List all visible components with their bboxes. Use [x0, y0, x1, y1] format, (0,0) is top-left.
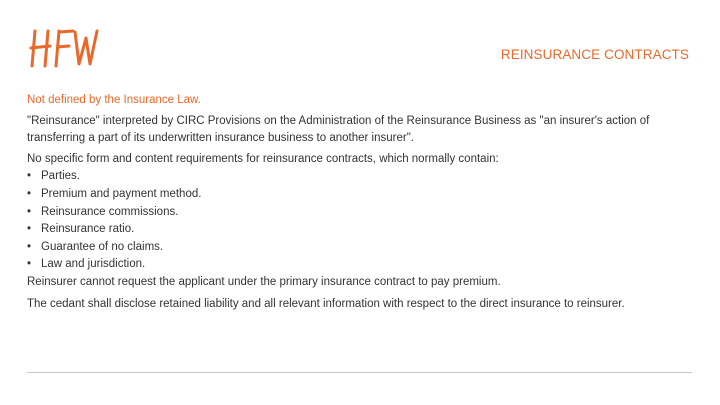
list-item	[27, 239, 692, 257]
list-item-text: Reinsurance ratio.	[41, 223, 135, 236]
requirements-text: No specific form and content requirements for reinsurance contracts, which normally contain:	[27, 152, 499, 165]
bullet-icon: •	[27, 258, 32, 271]
bullet-icon: •	[27, 187, 32, 200]
list-item-text: Reinsurance commissions.	[41, 205, 179, 218]
reinsurer-note: Reinsurer cannot request the applicant under the primary insurance contract to pay premium.	[27, 275, 501, 288]
bullet-icon: •	[27, 205, 32, 218]
list-item	[27, 186, 692, 204]
list-item	[27, 256, 692, 274]
hfw-logo	[28, 28, 100, 70]
list-item	[27, 204, 692, 222]
bullet-icon: •	[27, 240, 32, 253]
footer-divider	[27, 372, 692, 373]
slide-body	[27, 92, 692, 313]
list-item-text: Premium and payment method.	[41, 187, 202, 200]
list-item-text: Law and jurisdiction.	[41, 258, 146, 271]
list-item-text: Guarantee of no claims.	[41, 240, 164, 253]
definition-text: "Reinsurance" interpreted by CIRC Provisions on the Administration of the Reinsurance Business as "an insurer's action of transferring a part of its underwritten insurance business to another insurer".	[27, 114, 650, 145]
list-item-text: Parties.	[41, 170, 80, 183]
list-item	[27, 168, 692, 186]
list-item	[27, 221, 692, 239]
bullet-icon: •	[27, 223, 32, 236]
slide-title: REINSURANCE CONTRACTS	[500, 47, 689, 62]
bullet-icon: •	[27, 170, 32, 183]
cedant-note: The cedant shall disclose retained liability and all relevant information with respect to the direct insurance to reinsurer.	[27, 297, 625, 310]
intro-text: Not defined by the Insurance Law.	[27, 94, 201, 106]
